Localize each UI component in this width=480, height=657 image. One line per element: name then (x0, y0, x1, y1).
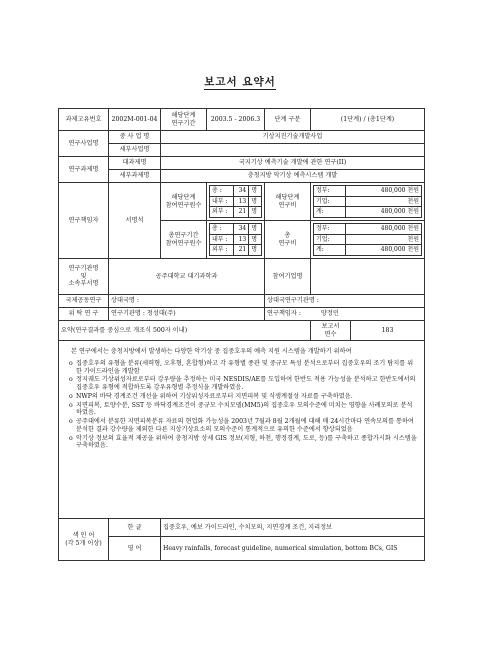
list-item: o 악기상 정보의 효율적 제공을 위하여 충청지방 상세 GIS 정보(지형, 하천, 행정경계, 도로, 등)를 구축하고 종합가시화 시스템을 구축하였음. (69, 435, 418, 451)
keywords-korean: 집중호우, 예보 가이드라인, 수치모의, 지면경계 조건, 지리정보 (161, 519, 425, 537)
organization-value: 공주대학교 대기과학과 (109, 259, 265, 295)
page-count: 183 (351, 321, 425, 341)
total-staff-counts: 총 : 34 명 내부 : 13 명 외부 : 21 명 (207, 221, 265, 259)
period: 2003.5 - 2006.3 (207, 109, 265, 131)
label-stage: 단계 구분 (265, 109, 311, 131)
stage-staff-counts: 총 : 34 명 내부 : 13 명 외부 : 21 명 (207, 183, 265, 221)
stage: (1단계) / (총1단계) (311, 109, 425, 131)
keywords-english: Heavy rainfalls, forecast guideline, numerical simulation, bottom BCs, GIS (161, 537, 425, 561)
program-sub-label: 세부사업명 (109, 144, 161, 157)
delegated-org: 연구기관명 : 청성대(주) (109, 308, 265, 321)
total-cost-values: 정부: 480,000 천원 기업: 천원 계: 480,000 천원 (311, 221, 425, 259)
label-program: 연구사업명 (59, 131, 109, 157)
abstract-bullets (65, 360, 418, 450)
delegated-head: 연구책임자 : 양정민 (265, 308, 425, 321)
list-item: o 공주대에서 분류한 지면피복분류 자료의 현업화 가능성을 2003년 7월과 8월 2개월에 대해 매 24시간마다 연속모의를 통하여 분석한 결과 강수량을 제외한 다른 지상기상요소의 모의수준이 통계적으로 유의한 수준에서 향상되었음 (69, 418, 418, 434)
task-sub-label: 세부과제명 (109, 170, 161, 183)
label-total-staff: 총연구기간 참여연구원수 (161, 221, 207, 259)
label-delegated: 위 탁 연 구 (59, 308, 109, 321)
partner-org: 상대국연구기관명 : (265, 295, 425, 308)
partner-country: 상대국명 : (109, 295, 265, 308)
label-stage-cost: 해당단계 연구비 (265, 183, 311, 221)
stage-cost-values: 정부: 480,000 천원 기업: 천원 계: 480,000 천원 (311, 183, 425, 221)
task-sub-value: 충청지방 악기상 예측시스템 개발 (161, 170, 425, 183)
label-organization: 연구기관명 및 소속부서명 (59, 259, 109, 295)
program-main-label: 중 사 업 명 (109, 131, 161, 144)
abstract-intro: 본 연구에서는 충청지방에서 발생하는 다양한 악기상 중 집중호우의 예측 지원 시스템을 개발하기 위하여 (71, 348, 352, 355)
list-item: o 정지궤도 기상위성자료로부터 강우량을 추정하는 미국 NESDIS/AE를 도입하여 한반도 적용 가능성을 분석하고 한반도에서의 집중호우 유형에 적합하도록 강우유형별 추정식을 개발하였음. (69, 376, 418, 392)
label-page-count: 보고서 면수 (311, 321, 351, 341)
summary-label: 요약(연구결과를 중심으로 개조식 500자 이내) (59, 321, 311, 341)
report-title: 보고서 요약서 (204, 76, 276, 88)
label-total-cost: 총 연구비 (265, 221, 311, 259)
list-item: o 집중호우의 유형을 분류(세력형, 오후형, 혼합형)하고 각 유형별 종관 및 중규모 특성 분석으로부터 집중호우의 조기 탐지를 위한 가이드라인을 개발함 (69, 360, 418, 376)
company-value (311, 259, 425, 295)
label-international: 국제공동연구 (59, 295, 109, 308)
task-main-label: 대과제명 (109, 157, 161, 170)
abstract-body (59, 341, 425, 519)
list-item: o 지면피복, 토양수분, SST 등 바닥경계조건이 중규모 수치모델(MM5)의 집중호우 모의수준에 미치는 영향을 사례모의로 분석하였음. (69, 402, 418, 418)
label-company: 참여기업명 (265, 259, 311, 295)
label-english: 영 어 (109, 537, 161, 561)
program-main-value: 기상지진기술개발사업 (161, 131, 425, 144)
project-id: 2002M-001-04 (109, 109, 161, 131)
label-stage-staff: 해당단계 참여연구원수 (161, 183, 207, 221)
report-summary-table (58, 108, 425, 561)
label-task: 연구과제명 (59, 157, 109, 183)
program-sub-value (161, 144, 425, 157)
label-investigator: 연구책임자 (59, 183, 109, 259)
list-item: o NWP의 바닥 경계조건 개선을 위하여 기상위성자료로부터 지면피복 및 식생계절성 자료를 구축하였음. (69, 393, 418, 401)
label-korean: 한 글 (109, 519, 161, 537)
task-main-value: 국지기상 예측기술 개발에 관한 연구(II) (161, 157, 425, 170)
label-period: 해당단계 연구기간 (161, 109, 207, 131)
label-keywords: 색 인 어 (각 5개 이상) (59, 519, 109, 561)
label-project-id: 과제고유번호 (59, 109, 109, 131)
investigator-name: 서명석 (109, 183, 161, 259)
